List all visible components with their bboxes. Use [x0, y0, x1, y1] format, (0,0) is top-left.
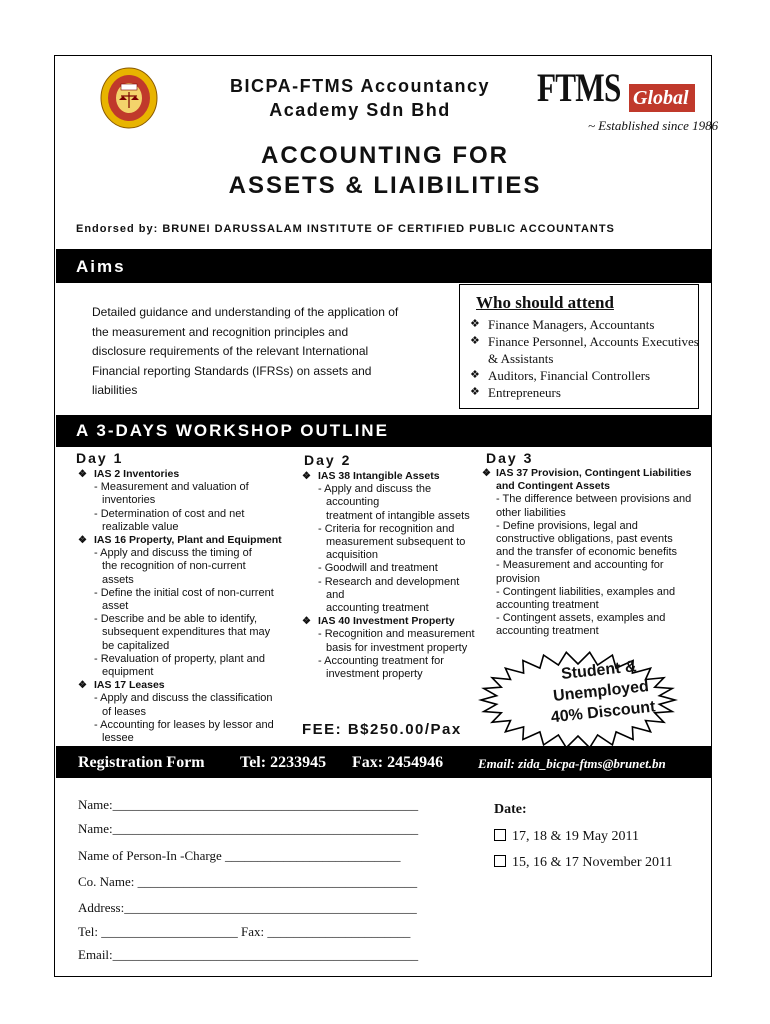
day-1-heading: Day 1 — [76, 450, 124, 466]
ftms-logo-tagline — [588, 118, 718, 134]
workshop-heading: A 3-DAYS WORKSHOP OUTLINE — [76, 421, 389, 440]
name-field-1[interactable]: Name:_______________________________________________ — [78, 797, 419, 812]
date-option-november[interactable] — [494, 855, 672, 871]
outline-point: and — [326, 588, 345, 601]
outline-point: treatment of intangible assets — [326, 509, 470, 522]
outline-point: - Research and development — [318, 575, 460, 588]
outline-point: inventories — [102, 494, 156, 507]
aims-text — [92, 303, 432, 401]
institute-seal-icon — [100, 66, 158, 130]
outline-point: - Measurement and valuation of — [94, 481, 249, 494]
outline-point: lessee — [102, 732, 134, 745]
date-option-label: 17, 18 & 19 May 2011 — [512, 829, 640, 844]
outline-point: basis for investment property — [326, 641, 468, 654]
outline-topic: ❖ IAS 37 Provision, Contingent Liabilities — [482, 467, 704, 480]
ftms-logo-text: FTMS — [537, 65, 621, 110]
outline-point: accounting treatment — [496, 599, 599, 612]
tagline-text: Established since 1986 — [598, 118, 719, 133]
list-item: ❖ Finance Personnel, Accounts Executives & Assistants — [470, 333, 700, 367]
company-name-field[interactable]: Co. Name: ___________________________________________ — [78, 874, 418, 889]
fee-text: FEE: B$250.00/Pax — [302, 721, 462, 738]
outline-point: of leases — [102, 705, 147, 718]
outline-point: - Recognition and measurement — [318, 628, 475, 641]
outline-point: acquisition — [326, 549, 378, 562]
outline-point: accounting treatment — [326, 602, 429, 615]
course-title — [170, 141, 600, 201]
day-3-heading: Day 3 — [486, 450, 534, 466]
outline-point: constructive obligations, past events — [496, 533, 673, 546]
aims-line: the measurement and recognition principles and — [92, 324, 349, 339]
outline-topic: ❖ IAS 2 Inventories — [78, 468, 293, 481]
discount-promo — [533, 653, 669, 729]
outline-point: - Revaluation of property, plant and — [94, 652, 266, 665]
date-option-label: 15, 16 & 17 November 2011 — [512, 855, 673, 870]
registration-tel: Tel: 2233945 — [240, 754, 327, 771]
tilde-icon: ~ — [588, 118, 599, 133]
promo-line: 40% Discount — [550, 698, 657, 727]
promo-line: Unemployed — [552, 678, 650, 705]
promo-line: Student & — [560, 658, 638, 684]
endorsement-line: Endorsed by: BRUNEI DARUSSALAM INSTITUTE OF CERTIFIED PUBLIC ACCOUNTANTS — [76, 223, 615, 235]
address-field[interactable]: Address:_____________________________________________ — [78, 900, 417, 915]
ftms-logo-global: Global — [629, 84, 695, 112]
outline-point: - The difference between provisions and — [496, 493, 692, 506]
outline-topic: ❖ IAS 38 Intangible Assets — [302, 470, 487, 483]
outline-point: - Criteria for recognition and — [318, 522, 455, 535]
outline-point: subsequent expenditures that may — [102, 626, 271, 639]
tel-fax-field[interactable]: Tel: _____________________ Fax: ______________________ — [78, 924, 411, 939]
list-item: ❖ Auditors, Financial Controllers — [470, 367, 700, 384]
aims-heading-bar — [56, 249, 711, 283]
outline-point: and the transfer of economic benefits — [496, 546, 677, 559]
list-item: ❖ Entrepreneurs — [470, 384, 700, 401]
outline-point: be capitalized — [102, 639, 170, 652]
outline-point: accounting treatment — [496, 625, 599, 638]
date-option-may[interactable] — [494, 829, 639, 845]
outline-topic: and Contingent Assets — [496, 480, 610, 493]
outline-point: asset — [102, 600, 129, 613]
outline-point: - Accounting for leases by lessor and — [94, 718, 274, 731]
list-item: ❖ Finance Managers, Accountants — [470, 316, 700, 333]
checkbox-icon[interactable] — [494, 829, 506, 841]
outline-point: - Describe and be able to identify, — [94, 613, 258, 626]
who-should-attend-heading: Who should attend — [476, 293, 614, 312]
checkbox-icon[interactable] — [494, 855, 506, 867]
who-should-attend-list — [470, 316, 700, 401]
outline-point: - Measurement and accounting for — [496, 559, 664, 572]
organization-name — [210, 74, 510, 122]
day-1-outline — [78, 468, 293, 745]
aims-line: Financial reporting Standards (IFRSs) on assets and — [92, 363, 372, 378]
org-line-2: Academy Sdn Bhd — [269, 100, 451, 120]
outline-point: - Apply and discuss the timing of — [94, 547, 252, 560]
email-field[interactable]: Email:_______________________________________________ — [78, 947, 419, 962]
outline-point: - Accounting treatment for — [318, 654, 444, 667]
aims-heading: Aims — [76, 257, 126, 276]
org-line-1: BICPA-FTMS Accountancy — [229, 76, 490, 96]
registration-email: Email: zida_bicpa-ftms@brunet.bn — [478, 756, 666, 771]
outline-point: investment property — [326, 668, 423, 681]
outline-point: - Contingent liabilities, examples and — [496, 585, 676, 598]
aims-line: Detailed guidance and understanding of the application of — [92, 305, 399, 319]
outline-point: - Determination of cost and net — [94, 507, 245, 520]
outline-point: - Apply and discuss the — [318, 483, 432, 496]
outline-topic: ❖ IAS 17 Leases — [78, 679, 293, 692]
outline-point: the recognition of non-current — [102, 560, 246, 573]
registration-form-label: Registration Form — [78, 754, 205, 771]
day-3-outline — [482, 467, 704, 639]
outline-topic: ❖ IAS 16 Property, Plant and Equipment — [78, 534, 293, 547]
aims-line: disclosure requirements of the relevant International — [92, 344, 369, 358]
outline-point: accounting — [326, 496, 380, 509]
outline-point: realizable value — [102, 520, 179, 533]
aims-line: liabilities — [92, 383, 138, 397]
outline-point: measurement subsequent to — [326, 536, 466, 549]
outline-topic: ❖ IAS 40 Investment Property — [302, 615, 487, 628]
title-line-2: ASSETS & LIAIBILITIES — [228, 172, 542, 199]
outline-point: provision — [496, 572, 541, 585]
outline-point: other liabilities — [496, 506, 566, 519]
outline-point: equipment — [102, 666, 154, 679]
outline-point: - Define provisions, legal and — [496, 519, 638, 532]
title-line-1: ACCOUNTING FOR — [261, 142, 509, 169]
outline-point: - Contingent assets, examples and — [496, 612, 666, 625]
outline-point: - Apply and discuss the classification — [94, 692, 273, 705]
outline-point: - Define the initial cost of non-current — [94, 586, 274, 599]
day-2-outline — [302, 470, 487, 681]
outline-point: assets — [102, 573, 134, 586]
date-heading: Date: — [494, 802, 527, 817]
workshop-heading-bar — [56, 415, 711, 447]
registration-fax: Fax: 2454946 — [352, 754, 444, 771]
day-2-heading: Day 2 — [304, 452, 352, 468]
name-field-2[interactable]: Name:_______________________________________________ — [78, 821, 419, 836]
person-in-charge-field[interactable]: Name of Person-In -Charge ___________________________ — [78, 848, 401, 863]
outline-point: - Goodwill and treatment — [318, 562, 438, 575]
